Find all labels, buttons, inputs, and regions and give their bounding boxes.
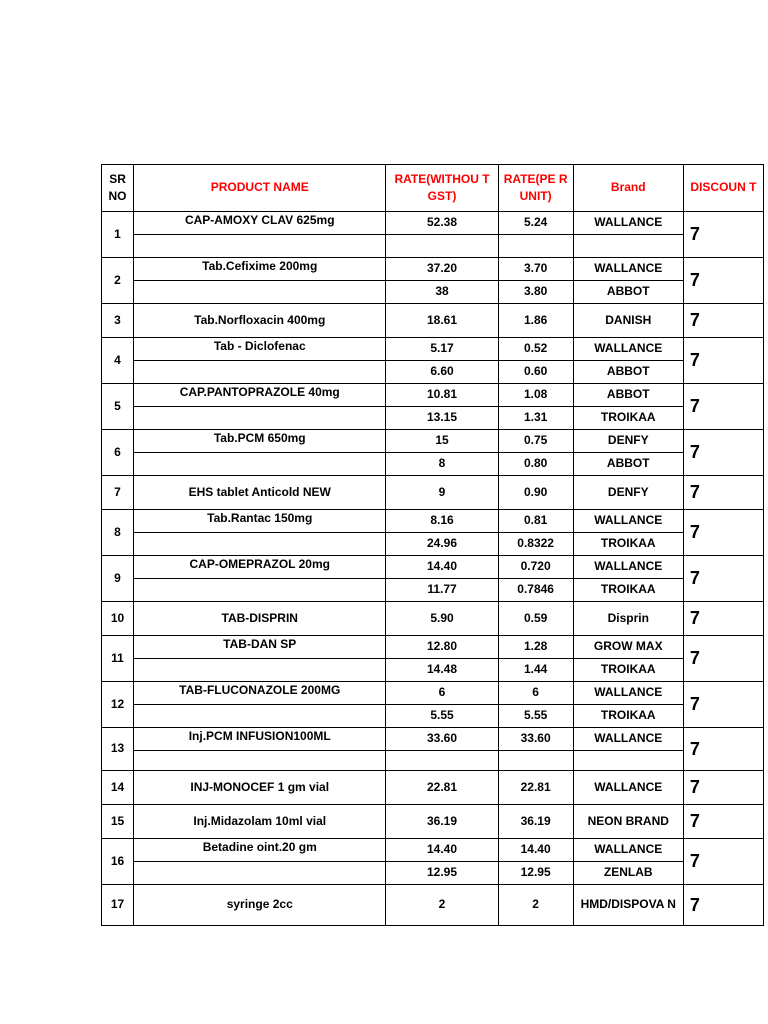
sr-no-cell: 6	[102, 430, 134, 476]
unit-rate-cell: 1.28	[498, 636, 573, 659]
product-name-cell: Tab.Rantac 150mg	[134, 510, 386, 533]
product-name-cell	[134, 533, 386, 556]
table-row	[102, 338, 764, 361]
sr-no-cell: 15	[102, 805, 134, 839]
discount-cell: 7	[683, 430, 763, 476]
header-rate-without-gst: RATE(WITHOU T GST)	[386, 165, 498, 212]
unit-rate-cell: 3.70	[498, 258, 573, 281]
table-row	[102, 885, 764, 926]
rate-cell: 15	[386, 430, 498, 453]
product-name-cell: TAB-DISPRIN	[134, 602, 386, 636]
product-name-cell	[134, 579, 386, 602]
sr-no-cell: 7	[102, 476, 134, 510]
brand-cell: TROIKAA	[573, 533, 683, 556]
product-name-cell	[134, 361, 386, 384]
brand-cell: DENFY	[573, 430, 683, 453]
discount-cell: 7	[683, 728, 763, 771]
brand-cell: TROIKAA	[573, 579, 683, 602]
sr-no-cell: 11	[102, 636, 134, 682]
rate-cell: 12.80	[386, 636, 498, 659]
brand-cell: ABBOT	[573, 384, 683, 407]
discount-cell: 7	[683, 212, 763, 258]
table-row	[102, 659, 764, 682]
rate-cell: 52.38	[386, 212, 498, 235]
discount-cell: 7	[683, 682, 763, 728]
unit-rate-cell: 0.59	[498, 602, 573, 636]
product-name-cell: Inj.PCM INFUSION100ML	[134, 728, 386, 751]
table-row	[102, 533, 764, 556]
product-name-cell: syringe 2cc	[134, 885, 386, 926]
table-row	[102, 476, 764, 510]
rate-cell: 10.81	[386, 384, 498, 407]
unit-rate-cell: 1.31	[498, 407, 573, 430]
table-row	[102, 751, 764, 771]
brand-cell: WALLANCE	[573, 258, 683, 281]
product-name-cell	[134, 751, 386, 771]
sr-no-cell: 13	[102, 728, 134, 771]
sr-no-cell: 3	[102, 304, 134, 338]
table-row	[102, 805, 764, 839]
brand-cell: ZENLAB	[573, 862, 683, 885]
brand-cell: WALLANCE	[573, 556, 683, 579]
brand-cell: WALLANCE	[573, 212, 683, 235]
unit-rate-cell	[498, 751, 573, 771]
product-name-cell: EHS tablet Anticold NEW	[134, 476, 386, 510]
unit-rate-cell: 36.19	[498, 805, 573, 839]
product-name-cell: CAP-OMEPRAZOL 20mg	[134, 556, 386, 579]
rate-cell: 11.77	[386, 579, 498, 602]
unit-rate-cell: 14.40	[498, 839, 573, 862]
brand-cell: ABBOT	[573, 361, 683, 384]
rate-cell: 5.55	[386, 705, 498, 728]
product-name-cell: CAP.PANTOPRAZOLE 40mg	[134, 384, 386, 407]
brand-cell: NEON BRAND	[573, 805, 683, 839]
rate-cell: 14.48	[386, 659, 498, 682]
unit-rate-cell: 22.81	[498, 771, 573, 805]
unit-rate-cell: 2	[498, 885, 573, 926]
product-name-cell	[134, 659, 386, 682]
table-row	[102, 407, 764, 430]
product-name-cell: Tab.Cefixime 200mg	[134, 258, 386, 281]
unit-rate-cell: 3.80	[498, 281, 573, 304]
table-row	[102, 430, 764, 453]
table-row	[102, 862, 764, 885]
unit-rate-cell: 6	[498, 682, 573, 705]
table-row	[102, 682, 764, 705]
discount-cell: 7	[683, 476, 763, 510]
unit-rate-cell: 5.55	[498, 705, 573, 728]
sr-no-cell: 8	[102, 510, 134, 556]
rate-cell: 14.40	[386, 556, 498, 579]
rate-cell: 2	[386, 885, 498, 926]
discount-cell: 7	[683, 556, 763, 602]
unit-rate-cell: 0.90	[498, 476, 573, 510]
sr-no-cell: 16	[102, 839, 134, 885]
sr-no-cell: 9	[102, 556, 134, 602]
discount-cell: 7	[683, 805, 763, 839]
unit-rate-cell: 0.60	[498, 361, 573, 384]
product-name-cell: CAP-AMOXY CLAV 625mg	[134, 212, 386, 235]
unit-rate-cell: 0.81	[498, 510, 573, 533]
rate-cell: 38	[386, 281, 498, 304]
table-row	[102, 579, 764, 602]
product-name-cell	[134, 705, 386, 728]
discount-cell: 7	[683, 885, 763, 926]
rate-cell: 14.40	[386, 839, 498, 862]
discount-cell: 7	[683, 304, 763, 338]
rate-cell	[386, 751, 498, 771]
unit-rate-cell: 0.52	[498, 338, 573, 361]
unit-rate-cell: 0.7846	[498, 579, 573, 602]
sr-no-cell: 10	[102, 602, 134, 636]
product-name-cell	[134, 281, 386, 304]
sr-no-cell: 17	[102, 885, 134, 926]
header-discount: DISCOUN T	[683, 165, 763, 212]
product-name-cell: Inj.Midazolam 10ml vial	[134, 805, 386, 839]
table-row	[102, 728, 764, 751]
rate-cell: 18.61	[386, 304, 498, 338]
brand-cell: TROIKAA	[573, 659, 683, 682]
sr-no-cell: 14	[102, 771, 134, 805]
unit-rate-cell: 1.08	[498, 384, 573, 407]
brand-cell: GROW MAX	[573, 636, 683, 659]
rate-cell: 5.17	[386, 338, 498, 361]
product-name-cell	[134, 407, 386, 430]
table-row	[102, 235, 764, 258]
rate-cell: 13.15	[386, 407, 498, 430]
header-product-name: PRODUCT NAME	[134, 165, 386, 212]
sr-no-cell: 12	[102, 682, 134, 728]
brand-cell: WALLANCE	[573, 771, 683, 805]
unit-rate-cell: 5.24	[498, 212, 573, 235]
product-name-cell: INJ-MONOCEF 1 gm vial	[134, 771, 386, 805]
discount-cell: 7	[683, 258, 763, 304]
rate-cell: 33.60	[386, 728, 498, 751]
table-header	[102, 165, 764, 212]
rate-cell: 22.81	[386, 771, 498, 805]
table-row	[102, 304, 764, 338]
brand-cell: WALLANCE	[573, 510, 683, 533]
product-name-cell	[134, 235, 386, 258]
rate-cell: 37.20	[386, 258, 498, 281]
table-row	[102, 361, 764, 384]
product-name-cell: TAB-FLUCONAZOLE 200MG	[134, 682, 386, 705]
product-name-cell: Tab.PCM 650mg	[134, 430, 386, 453]
product-name-cell: Tab - Diclofenac	[134, 338, 386, 361]
unit-rate-cell	[498, 235, 573, 258]
unit-rate-cell: 0.75	[498, 430, 573, 453]
unit-rate-cell: 1.86	[498, 304, 573, 338]
unit-rate-cell: 1.44	[498, 659, 573, 682]
rate-cell: 36.19	[386, 805, 498, 839]
header-sr-no: SR NO	[102, 165, 134, 212]
brand-cell: TROIKAA	[573, 407, 683, 430]
table-row	[102, 384, 764, 407]
table-row	[102, 212, 764, 235]
product-name-cell: Betadine oint.20 gm	[134, 839, 386, 862]
sr-no-cell: 1	[102, 212, 134, 258]
unit-rate-cell: 0.720	[498, 556, 573, 579]
header-row	[102, 165, 764, 212]
brand-cell: WALLANCE	[573, 338, 683, 361]
table-row	[102, 705, 764, 728]
table-row	[102, 602, 764, 636]
product-name-cell	[134, 453, 386, 476]
discount-cell: 7	[683, 338, 763, 384]
discount-cell: 7	[683, 839, 763, 885]
discount-cell: 7	[683, 602, 763, 636]
product-name-cell: Tab.Norfloxacin 400mg	[134, 304, 386, 338]
rate-cell: 6.60	[386, 361, 498, 384]
rate-cell: 9	[386, 476, 498, 510]
brand-cell: TROIKAA	[573, 705, 683, 728]
table-row	[102, 258, 764, 281]
rate-cell: 24.96	[386, 533, 498, 556]
brand-cell: HMD/DISPOVA N	[573, 885, 683, 926]
product-name-cell	[134, 862, 386, 885]
brand-cell	[573, 751, 683, 771]
header-rate-per-unit: RATE(PE R UNIT)	[498, 165, 573, 212]
unit-rate-cell: 12.95	[498, 862, 573, 885]
table-row	[102, 771, 764, 805]
brand-cell: WALLANCE	[573, 728, 683, 751]
brand-cell	[573, 235, 683, 258]
rate-cell	[386, 235, 498, 258]
rate-cell: 8.16	[386, 510, 498, 533]
product-name-cell: TAB-DAN SP	[134, 636, 386, 659]
sr-no-cell: 4	[102, 338, 134, 384]
table-row	[102, 636, 764, 659]
brand-cell: ABBOT	[573, 281, 683, 304]
unit-rate-cell: 0.80	[498, 453, 573, 476]
sr-no-cell: 5	[102, 384, 134, 430]
price-list-table	[101, 164, 764, 926]
table-row	[102, 556, 764, 579]
table-row	[102, 281, 764, 304]
rate-cell: 12.95	[386, 862, 498, 885]
unit-rate-cell: 0.8322	[498, 533, 573, 556]
discount-cell: 7	[683, 384, 763, 430]
sr-no-cell: 2	[102, 258, 134, 304]
discount-cell: 7	[683, 636, 763, 682]
brand-cell: DENFY	[573, 476, 683, 510]
table-row	[102, 839, 764, 862]
rate-cell: 8	[386, 453, 498, 476]
discount-cell: 7	[683, 771, 763, 805]
discount-cell: 7	[683, 510, 763, 556]
brand-cell: ABBOT	[573, 453, 683, 476]
brand-cell: Disprin	[573, 602, 683, 636]
table-body	[102, 212, 764, 926]
rate-cell: 5.90	[386, 602, 498, 636]
brand-cell: WALLANCE	[573, 839, 683, 862]
table-row	[102, 510, 764, 533]
brand-cell: WALLANCE	[573, 682, 683, 705]
header-brand: Brand	[573, 165, 683, 212]
table-row	[102, 453, 764, 476]
rate-cell: 6	[386, 682, 498, 705]
unit-rate-cell: 33.60	[498, 728, 573, 751]
brand-cell: DANISH	[573, 304, 683, 338]
